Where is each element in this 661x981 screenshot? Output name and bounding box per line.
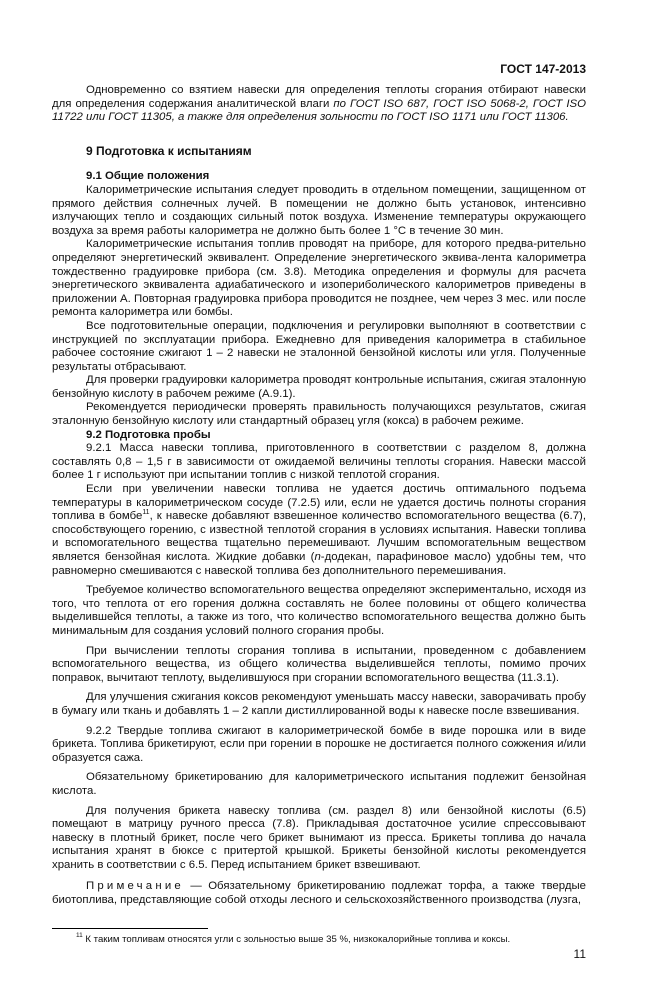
italic-n: n xyxy=(314,551,321,563)
paragraph: Для улучшения сжигания коксов рекомендуют уменьшать массу навески, заворачивать пробу в бумагу или ткань и добавлять 1 – 2 капли дистиллированной воды к навеске после взвешивания. xyxy=(52,691,586,717)
text: Одновременно со взятием навески для определения теплоты сгорания отбирают навески для определения содержания аналитической влаги xyxy=(52,84,586,110)
document-id-header: ГОСТ 147-2013 xyxy=(500,62,586,76)
section-heading-9: 9 Подготовка к испытаниям xyxy=(86,143,252,158)
text: -додекан, парафиновое масло) удобны тем, что равномерно смешиваются с навеской топлива без дополнительного перемешивания. xyxy=(52,551,586,577)
text: , к навеске добавляют взвешенное количество вспомогательного вещества (6.7), способствующего горению, с известной теплотой сгорания в условиях испытания. Навески топлива и вспомогательного вещества тщательно перемешивают. Лучшим вспомогательным веществом является бензойная кислота. Жидкие добавки ( xyxy=(52,510,586,563)
footnote-text: К таким топливам относятся угли с зольностью выше 35 %, низкокалорийные топлива и коксы. xyxy=(82,933,511,945)
paragraph xyxy=(52,84,586,125)
footnote xyxy=(52,931,586,946)
paragraph: 9.2.2 Твердые топлива сжигают в калориметрической бомбе в виде порошка или в виде брикета. Топлива брикетируют, если при горении в порошке не достигается полного сожжения и/или образуется сажа. xyxy=(52,724,586,764)
paragraph: 9.2.1 Масса навески топлива, приготовленного в соответствии с разделом 8, должна составлять 0,8 – 1,5 г в зависимости от ожидаемой величины теплоты сгорания. Навески массой более 1 г используют при испытании топлив с низкой теплотой сгорания. xyxy=(52,442,586,482)
text: Если при увеличении навески топлива не удается достичь оптимального подъема температуры в калориметрическом сосуде (7.2.5) или, если не удается достичь полноты сгорания топлива в бомбе xyxy=(52,483,586,523)
page xyxy=(52,0,586,981)
footnote-ref[interactable]: 11 xyxy=(142,509,150,517)
paragraph: Калориметрические испытания следует проводить в отдельном помещении, защищенном от прямого действия солнечных лучей. В помещении не должно быть установок, интенсивно излучающих тепло и создающих сильный поток воздуха. Изменение температуры окружающего воздуха за время работы калориметра не должно быть более 1 °С в течение 30 мин. xyxy=(52,183,586,237)
page-number: 11 xyxy=(573,946,586,961)
italic-references: по ГОСТ ISO 687, ГОСТ ISO 5068-2, ГОСТ ISO 11722 или ГОСТ 11305, а также для определения зольности по ГОСТ ISO 1171 или ГОСТ 11306. xyxy=(52,97,586,124)
paragraph: Для проверки градуировки калориметра проводят контрольные испытания, сжигая эталонную бензойную кислоту в рабочем режиме (А.9.1). xyxy=(52,374,586,400)
paragraph: Для получения брикета навеску топлива (см. раздел 8) или бензойной кислоты (6.5) помещают в матрицу ручного пресса (7.8). Прикладывая достаточное усилие спрессовывают навеску в плотный брикет, после чего брикет вынимают из пресса. Брикеты топлива до начала испытания хранят в бюксе с притертой крышкой. Брикеты бензойной кислоты рекомендуется хранить в соответствии с 6.5. Перед испытанием брикет взвешивают. xyxy=(52,804,586,871)
paragraph xyxy=(52,483,586,578)
paragraph: Рекомендуется периодически проверять правильность получающихся результатов, сжигая эталонную бензойную кислоту или стандартный образец угля (кокса) в рабочем режиме. xyxy=(52,401,586,428)
note-label: Примечание xyxy=(86,880,184,893)
paragraph: Калориметрические испытания топлив проводят на приборе, для которого предва-рительно определяют энергетический эквивалент. Определение энергетического эквива-лента калориметра тождественно градуировке прибора (см. 3.8). Методика определения и формулы для расчета энергетического эквивалента адиабатического и изопериболического калориметров приведены в приложении А. Повторная градуировка прибора проводится не позднее, чем через 3 мес. или после ремонта калориметра или бомбы. xyxy=(52,238,586,319)
subsection-heading-9-1: 9.1 Общие положения xyxy=(86,170,210,183)
note-text: — Обязательному брикетированию подлежат торфа, а также твердые биотоплива, представляющие собой отходы лесного и сельскохозяйственного производства (лузга, xyxy=(52,880,586,907)
paragraph: Требуемое количество вспомогательного вещества определяют экспериментально, исходя из того, что теплота от его горения должна составлять не более половины от общего количества выделившейся теплоты, а также из того, что количество вспомогательного вещества должно быть минимальным для создания условий полного сгорания пробы. xyxy=(52,584,586,637)
note xyxy=(52,880,586,907)
footnote-number: 11 xyxy=(76,931,83,939)
footnote-divider xyxy=(52,928,208,929)
paragraph: При вычислении теплоты сгорания топлива в испытании, проведенном с добавлением вспомогательного вещества, из общего количества выделившейся теплоты, помимо прочих поправок, вычитают теплоту, выделившуюся при сгорании вспомогательного вещества (11.3.1). xyxy=(52,644,586,684)
paragraph: Обязательному брикетированию для калориметрического испытания подлежит бензойная кислота. xyxy=(52,771,586,797)
subsection-heading-9-2: 9.2 Подготовка пробы xyxy=(86,428,211,441)
paragraph: Все подготовительные операции, подключения и регулировки выполняют в соответствии с инструкцией по эксплуатации прибора. Ежедневно для приведения калориметра в стабильное рабочее состояние сжигают 1 – 2 навески не эталонной бензойной кислоты или угля. Полученные результаты отбрасывают. xyxy=(52,319,586,373)
